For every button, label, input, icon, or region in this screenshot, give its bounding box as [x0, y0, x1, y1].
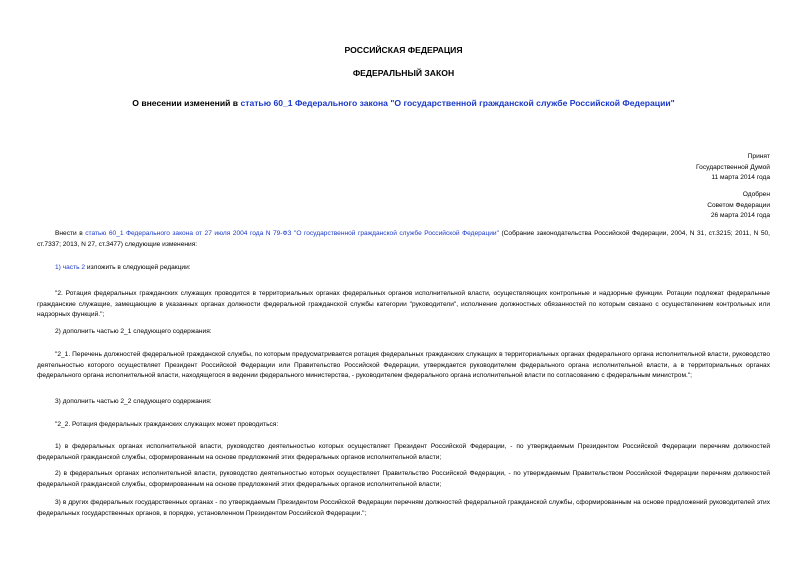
paragraph-7: 1) в федеральных органах исполнительной власти, руководство деятельностью которых осуществляет Президент Российской Федерации, - по утверждаемым Президентом Российской Федерации перечням должностей федеральной гражданской службы, сформированным на основе предложений этих федеральных органов исполнительной власти; — [37, 443, 770, 461]
adopted-line: Принят — [747, 153, 770, 160]
item-1-rest: изложить в следующей редакции: — [85, 264, 191, 271]
adopted-line: 11 марта 2014 года — [711, 174, 770, 181]
paragraph-9: 3) в других федеральных государственных органах - по утверждаемым Президентом Российской Федерации перечням должностей федеральной гражданской службы, сформированным на основе предложений руководителей этих федеральных государственных органов, в порядке, установленном Президентом Российской Федерации."; — [37, 499, 770, 517]
paragraph-6: "2_2. Ротация федеральных гражданских служащих может проводиться: — [55, 421, 279, 428]
law-type-heading: ФЕДЕРАЛЬНЫЙ ЗАКОН — [352, 68, 455, 78]
intro-prefix: Внести в — [55, 230, 86, 237]
approved-block — [707, 190, 770, 222]
item-1-link[interactable]: 1) часть 2 — [55, 264, 86, 271]
paragraph-3: 2) дополнить частью 2_1 следующего содержания: — [55, 328, 212, 335]
paragraph-2: "2. Ротация федеральных гражданских служащих проводится в территориальных органах федеральных органов исполнительной власти, осуществляющих контрольные и надзорные функции. Ротации подлежат федеральные гражданские служащие, замещающие в указанных органах должности федеральной гражданской службы категории "руководители", исполнение должностных обязанностей по которым связано с осуществлением контрольных или надзорных функций."; — [37, 290, 770, 318]
intro-paragraph — [37, 229, 770, 250]
law-title-prefix: О внесении изменений в — [132, 98, 241, 108]
country-heading: РОССИЙСКАЯ ФЕДЕРАЦИЯ — [344, 45, 463, 55]
adopted-block — [696, 152, 770, 184]
intro-link[interactable]: статью 60_1 Федерального закона от 27 июля 2004 года N 79-ФЗ "О государственной гражданской службе Российской Федерации" — [85, 230, 499, 237]
paragraph-4: "2_1. Перечень должностей федеральной гражданской службы, по которым предусматривается ротация федеральных гражданских служащих в территориальных органах федерального органа исполнительной власти, руководство деятельностью которого осуществляет Президент Российской Федерации или Правительство Российской Федерации, утверждается руководителем федерального органа исполнительной власти, а в территориальных органах федерального органа исполнительной власти, находящегося в ведении федерального министерства, - руководителем федерального органа исполнительной власти по согласованию с федеральным министром."; — [37, 351, 770, 379]
approved-line: Одобрен — [742, 191, 770, 198]
law-title — [0, 98, 807, 108]
adopted-line: Государственной Думой — [696, 163, 770, 171]
approved-line: Советом Федерации — [707, 201, 770, 209]
approved-line: 26 марта 2014 года — [710, 212, 770, 219]
law-title-link[interactable]: статью 60_1 Федерального закона "О государственной гражданской службе Российской Федерации" — [240, 98, 675, 108]
paragraph-5: 3) дополнить частью 2_2 следующего содержания: — [55, 398, 212, 405]
item-1-paragraph — [37, 263, 770, 274]
intro-rest: (Собрание законодательства Российской Федерации, 2004, N 31, ст.3215; 2011, N 50, ст.7337; 2013, N 27, ст.3477) следующие изменения: — [37, 230, 771, 248]
paragraph-8: 2) в федеральных органах исполнительной власти, руководство деятельностью которых осуществляет Правительство Российской Федерации, - по утверждаемым Правительством Российской Федерации перечням должностей федеральной гражданской службы, сформированным на основе предложений этих федеральных органов исполнительной власти; — [37, 470, 770, 488]
